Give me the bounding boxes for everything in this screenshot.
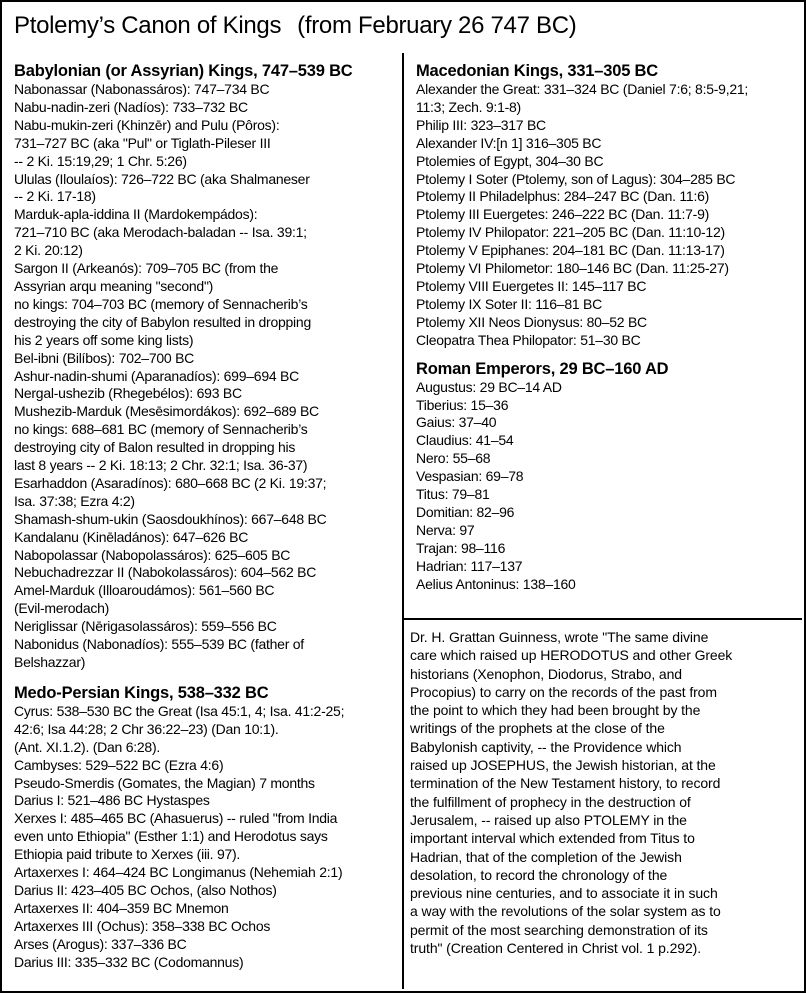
text-line: desolation, to record the chronology of the [410,866,668,883]
text-line: Ptolemy I Soter (Ptolemy, son of Lagus): 304–285 BC [416,170,736,187]
text-line: Hadrian: 117–137 [416,557,523,574]
text-line: Procopius) to carry on the records of the past from [410,683,717,700]
roman-list [416,379,800,594]
medo-persian-heading: Medo-Persian Kings, 538–332 BC [14,683,269,702]
text-line: Domitian: 82–96 [416,503,515,520]
column-divider [402,53,404,989]
text-line: Darius III: 335–332 BC (Codomannus) [14,953,244,970]
text-line: no kings: 704–703 BC (memory of Sennacherib’s [14,295,308,312]
text-line: termination of the New Testament history, to record [410,775,721,792]
text-line: Trajan: 98–116 [416,539,506,556]
text-line: Gaius: 37–40 [416,414,497,431]
text-line: Ptolemy V Epiphanes: 204–181 BC (Dan. 11:13-17) [416,242,725,259]
text-line: Tiberius: 15–36 [416,396,509,413]
right-column [416,62,800,593]
text-line: Ptolemy VIII Euergetes II: 145–117 BC [416,277,647,294]
babylonian-list [14,81,400,672]
guinness-quote [410,628,798,957]
text-line: Jerusalem, -- raised up also PTOLEMY in the [410,811,687,828]
page-title [14,8,576,44]
text-line: Ptolemy IX Soter II: 116–81 BC [416,295,603,312]
text-line: Aelius Antoninus: 138–160 [416,575,576,592]
text-line: Darius II: 423–405 BC Ochos, (also Nothos) [14,881,277,898]
title-subtitle: (from February 26 747 BC) [297,12,577,39]
text-line: Hadrian, that of the completion of the Jewish [410,848,682,865]
text-line: Ptolemy II Philadelphus: 284–247 BC (Dan. 11:6) [416,188,710,205]
text-line: Artaxerxes I: 464–424 BC Longimanus (Nehemiah 2:1) [14,864,343,881]
text-line: Nabonidus (Nabonadíos): 555–539 BC (father of [14,636,304,653]
section-divider [404,618,802,620]
title-text: Ptolemy’s Canon of Kings [14,12,282,39]
text-line: (Ant. XI.1.2). (Dan 6:28). [14,738,161,755]
text-line: previous nine centuries, and to associate it in such [410,885,718,902]
text-line: Ptolemy VI Philometor: 180–146 BC (Dan. 11:25-27) [416,260,729,277]
medo-persian-list [14,703,400,972]
text-line: Nergal-ushezib (Rhegebélos): 693 BC [14,385,242,402]
macedonian-heading: Macedonian Kings, 331–305 BC [416,62,658,80]
text-line: Nebuchadrezzar II (Nabokolassáros): 604–562 BC [14,564,317,581]
text-line: Philip III: 323–317 BC [416,116,546,133]
text-line: 2 Ki. 20:12) [14,242,83,259]
text-line: Vespasian: 69–78 [416,468,524,485]
text-line: Marduk-apla-iddina II (Mardokempádos): [14,206,258,223]
text-line: Ululas (Iloulaíos): 726–722 BC (aka Shalmaneser [14,170,310,187]
text-line: Nerva: 97 [416,521,475,538]
text-line: Cleopatra Thea Philopator: 51–30 BC [416,331,641,348]
text-line: (Evil-merodach) [14,600,110,617]
text-line: Augustus: 29 BC–14 AD [416,378,562,395]
text-line: Ashur-nadin-shumi (Aparanadíos): 699–694 BC [14,367,299,384]
text-line: Ptolemies of Egypt, 304–30 BC [416,152,604,169]
text-line: Dr. H. Grattan Guinness, wrote "The same divine [410,629,709,645]
text-line: Xerxes I: 485–465 BC (Ahasuerus) -- ruled "from India [14,810,338,827]
text-line: Cambyses: 529–522 BC (Ezra 4:6) [14,756,224,773]
text-line: important interval which extended from Titus to [410,830,695,847]
text-line: destroying city of Balon resulted in dropping his [14,439,296,456]
roman-heading: Roman Emperors, 29 BC–160 AD [416,359,669,378]
text-line: Nabonassar (Nabonassáros): 747–734 BC [14,81,270,97]
text-line: Kandalanu (Kinēladános): 647–626 BC [14,528,249,545]
text-line: Nero: 55–68 [416,450,491,467]
text-line: a way with the revolutions of the solar system as to [410,903,721,920]
text-line: Shamash-shum-ukin (Saosdoukhínos): 667–648 BC [14,510,327,527]
text-line: Claudius: 41–54 [416,432,514,449]
text-line: no kings: 688–681 BC (memory of Sennacherib’s [14,421,308,438]
babylonian-heading: Babylonian (or Assyrian) Kings, 747–539 BC [14,62,353,80]
text-line: permit of the most searching demonstration of its [410,921,708,938]
text-line: the point to which they had been brought by the [410,702,701,719]
text-line: Artaxerxes II: 404–359 BC Mnemon [14,899,229,916]
text-line: the fulfillment of prophecy in the destruction of [410,793,691,810]
text-line: Titus: 79–81 [416,486,490,503]
text-line: Ptolemy XII Neos Dionysus: 80–52 BC [416,313,647,330]
text-line: -- 2 Ki. 15:19,29; 1 Chr. 5:26) [14,152,187,169]
macedonian-list [416,81,800,350]
text-line: Mushezib-Marduk (Mesēsimordákos): 692–689 BC [14,403,319,420]
text-line: care which raised up HERODOTUS and other Greek [410,647,733,664]
text-line: Cyrus: 538–530 BC the Great (Isa 45:1, 4; Isa. 41:2-25; [14,702,345,719]
text-line: Ptolemy III Euergetes: 246–222 BC (Dan. 11:7-9) [416,206,710,223]
text-line: Isa. 37:38; Ezra 4:2) [14,492,135,509]
text-line: 731–727 BC (aka "Pul" or Tiglath-Pileser III [14,134,271,151]
text-line: Alexander IV:[n 1] 316–305 BC [416,134,602,151]
text-line: 721–710 BC (aka Merodach-baladan -- Isa. 39:1; [14,224,307,241]
text-line: -- 2 Ki. 17-18) [14,188,96,205]
text-line: Amel-Marduk (Illoaroudámos): 561–560 BC [14,582,275,599]
text-line: Nabu-nadin-zeri (Nadíos): 733–732 BC [14,98,248,115]
text-line: even unto Ethiopia" (Esther 1:1) and Herodotus says [14,828,328,845]
text-line: his 2 years off some king lists) [14,331,194,348]
text-line: Ethiopia paid tribute to Xerxes (iii. 97). [14,846,241,863]
text-line: Pseudo-Smerdis (Gomates, the Magian) 7 months [14,774,315,791]
text-line: Sargon II (Arkeanós): 709–705 BC (from the [14,260,279,277]
text-line: last 8 years -- 2 Ki. 18:13; 2 Chr. 32:1; Isa. 36-37) [14,457,308,474]
text-line: Esarhaddon (Asaradínos): 680–668 BC (2 Ki. 19:37; [14,474,327,491]
text-line: Alexander the Great: 331–324 BC (Daniel 7:6; 8:5-9,21; [416,81,749,97]
text-line: Arses (Arogus): 337–336 BC [14,935,187,952]
text-line: 11:3; Zech. 9:1-8) [416,98,521,115]
text-line: Neriglissar (Nērigasolassáros): 559–556 BC [14,618,277,635]
text-line: Darius I: 521–486 BC Hystaspes [14,792,210,809]
text-line: writings of the prophets at the close of the [410,720,665,737]
text-line: raised up JOSEPHUS, the Jewish historian, at the [410,757,716,774]
text-line: Nabu-mukin-zeri (Khinzēr) and Pulu (Pôros): [14,116,280,133]
left-column [14,62,400,972]
text-line: Ptolemy IV Philopator: 221–205 BC (Dan. 11:10-12) [416,224,725,241]
text-line: Bel-ibni (Bilíbos): 702–700 BC [14,349,195,366]
text-line: Babylonish captivity, -- the Providence which [410,738,682,755]
text-line: Belshazzar) [14,654,86,670]
text-line: truth" (Creation Centered in Christ vol. 1 p.292). [410,940,701,957]
text-line: Nabopolassar (Nabopolassáros): 625–605 BC [14,546,291,563]
text-line: historians (Xenophon, Diodorus, Strabo, and [410,665,682,682]
text-line: 42:6; Isa 44:28; 2 Chr 36:22–23) (Dan 10:1). [14,720,279,737]
text-line: destroying the city of Babylon resulted in dropping [14,313,311,330]
text-line: Assyrian arqu meaning "second") [14,277,214,294]
text-line: Artaxerxes III (Ochus): 358–338 BC Ochos [14,917,271,934]
